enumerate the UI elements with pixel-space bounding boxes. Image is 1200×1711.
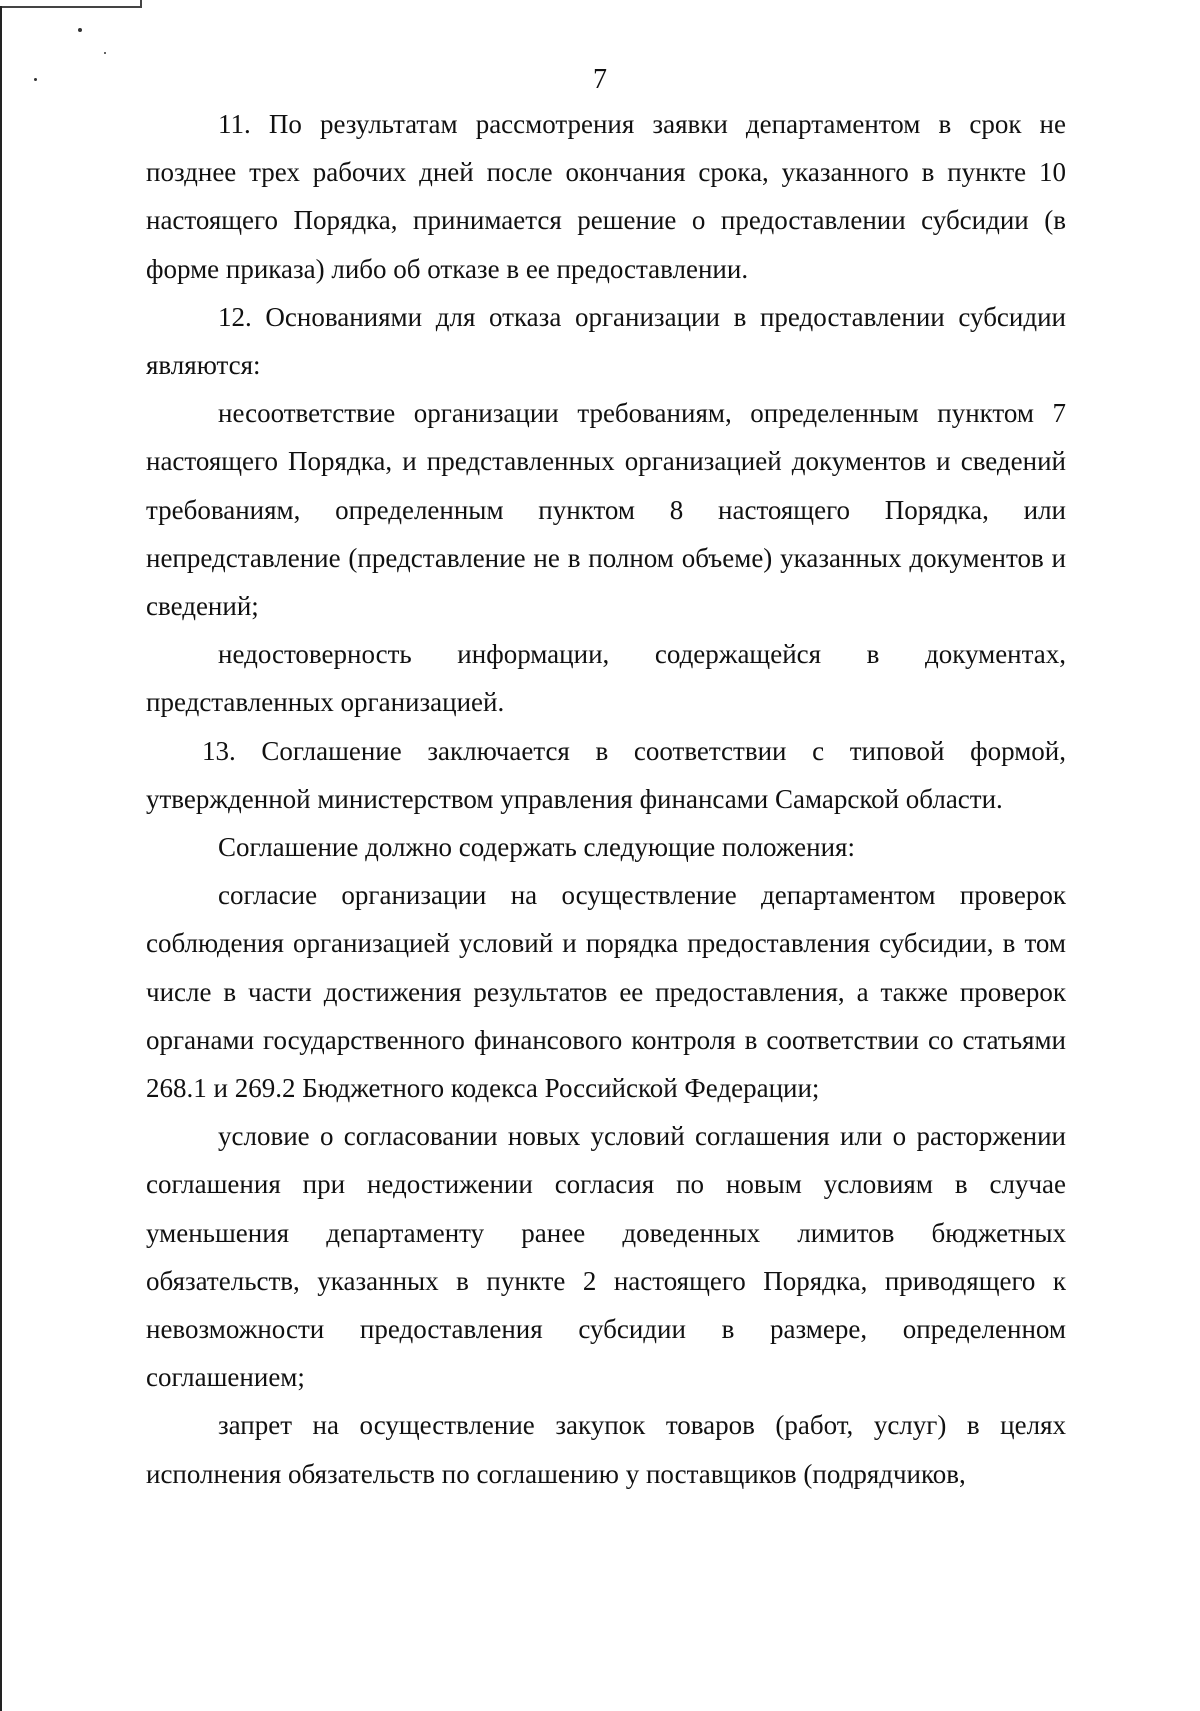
scan-speck — [104, 52, 106, 54]
scan-edge-mark — [0, 0, 142, 8]
paragraph-refusal-ground-1: несоответствие организации требованиям, определенным пунктом 7 настоящего Порядка, и представленных организацией документов и сведений требованиям, определенным пунктом 8 настоящего Порядка, или непредставление (представление не в полном объеме) указанных документов и сведений; — [146, 398, 1066, 622]
document-body — [146, 100, 1066, 1498]
scan-speck — [78, 28, 82, 32]
paragraph-provision-prohibition: запрет на осуществление закупок товаров (работ, услуг) в целях исполнения обязательств по соглашению у поставщиков (подрядчиков, — [146, 1410, 1066, 1489]
paragraph-11: 11. По результатам рассмотрения заявки департаментом в срок не позднее трех рабочих дней после окончания срока, указанного в пункте 10 настоящего Порядка, принимается решение о предоставлении субсидии (в форме приказа) либо об отказе в ее предоставлении. — [146, 109, 1066, 284]
paragraph-provision-condition: условие о согласовании новых условий соглашения или о расторжении соглашения при недостижении согласия по новым условиям в случае уменьшения департаменту ранее доведенных лимитов бюджетных обязательств, указанных в пункте 2 настоящего Порядка, приводящего к невозможности предоставления субсидии в размере, определенном соглашением; — [146, 1121, 1066, 1393]
paragraph-12: 12. Основаниями для отказа организации в предоставлении субсидии являются: — [146, 301, 1066, 381]
paragraph-provision-consent: согласие организации на осуществление департаментом проверок соблюдения организацией условий и порядка предоставления субсидии, в том числе в части достижения результатов ее предоставления, а также проверок органами государственного финансового контроля в соответствии со статьями 268.1 и 269.2 Бюджетного кодекса Российской Федерации; — [146, 880, 1066, 1104]
scan-edge-line — [0, 6, 2, 1711]
paragraph-13: 13. Соглашение заключается в соответствии с типовой формой, утвержденной министерством управления финансами Самарской области. — [146, 735, 1066, 814]
paragraph-agreement-provisions: Соглашение должно содержать следующие положения: — [218, 832, 855, 863]
page-number: 7 — [593, 64, 607, 95]
paragraph-refusal-ground-2: недостоверность информации, содержащейся в документах, представленных организацией. — [146, 639, 1066, 718]
